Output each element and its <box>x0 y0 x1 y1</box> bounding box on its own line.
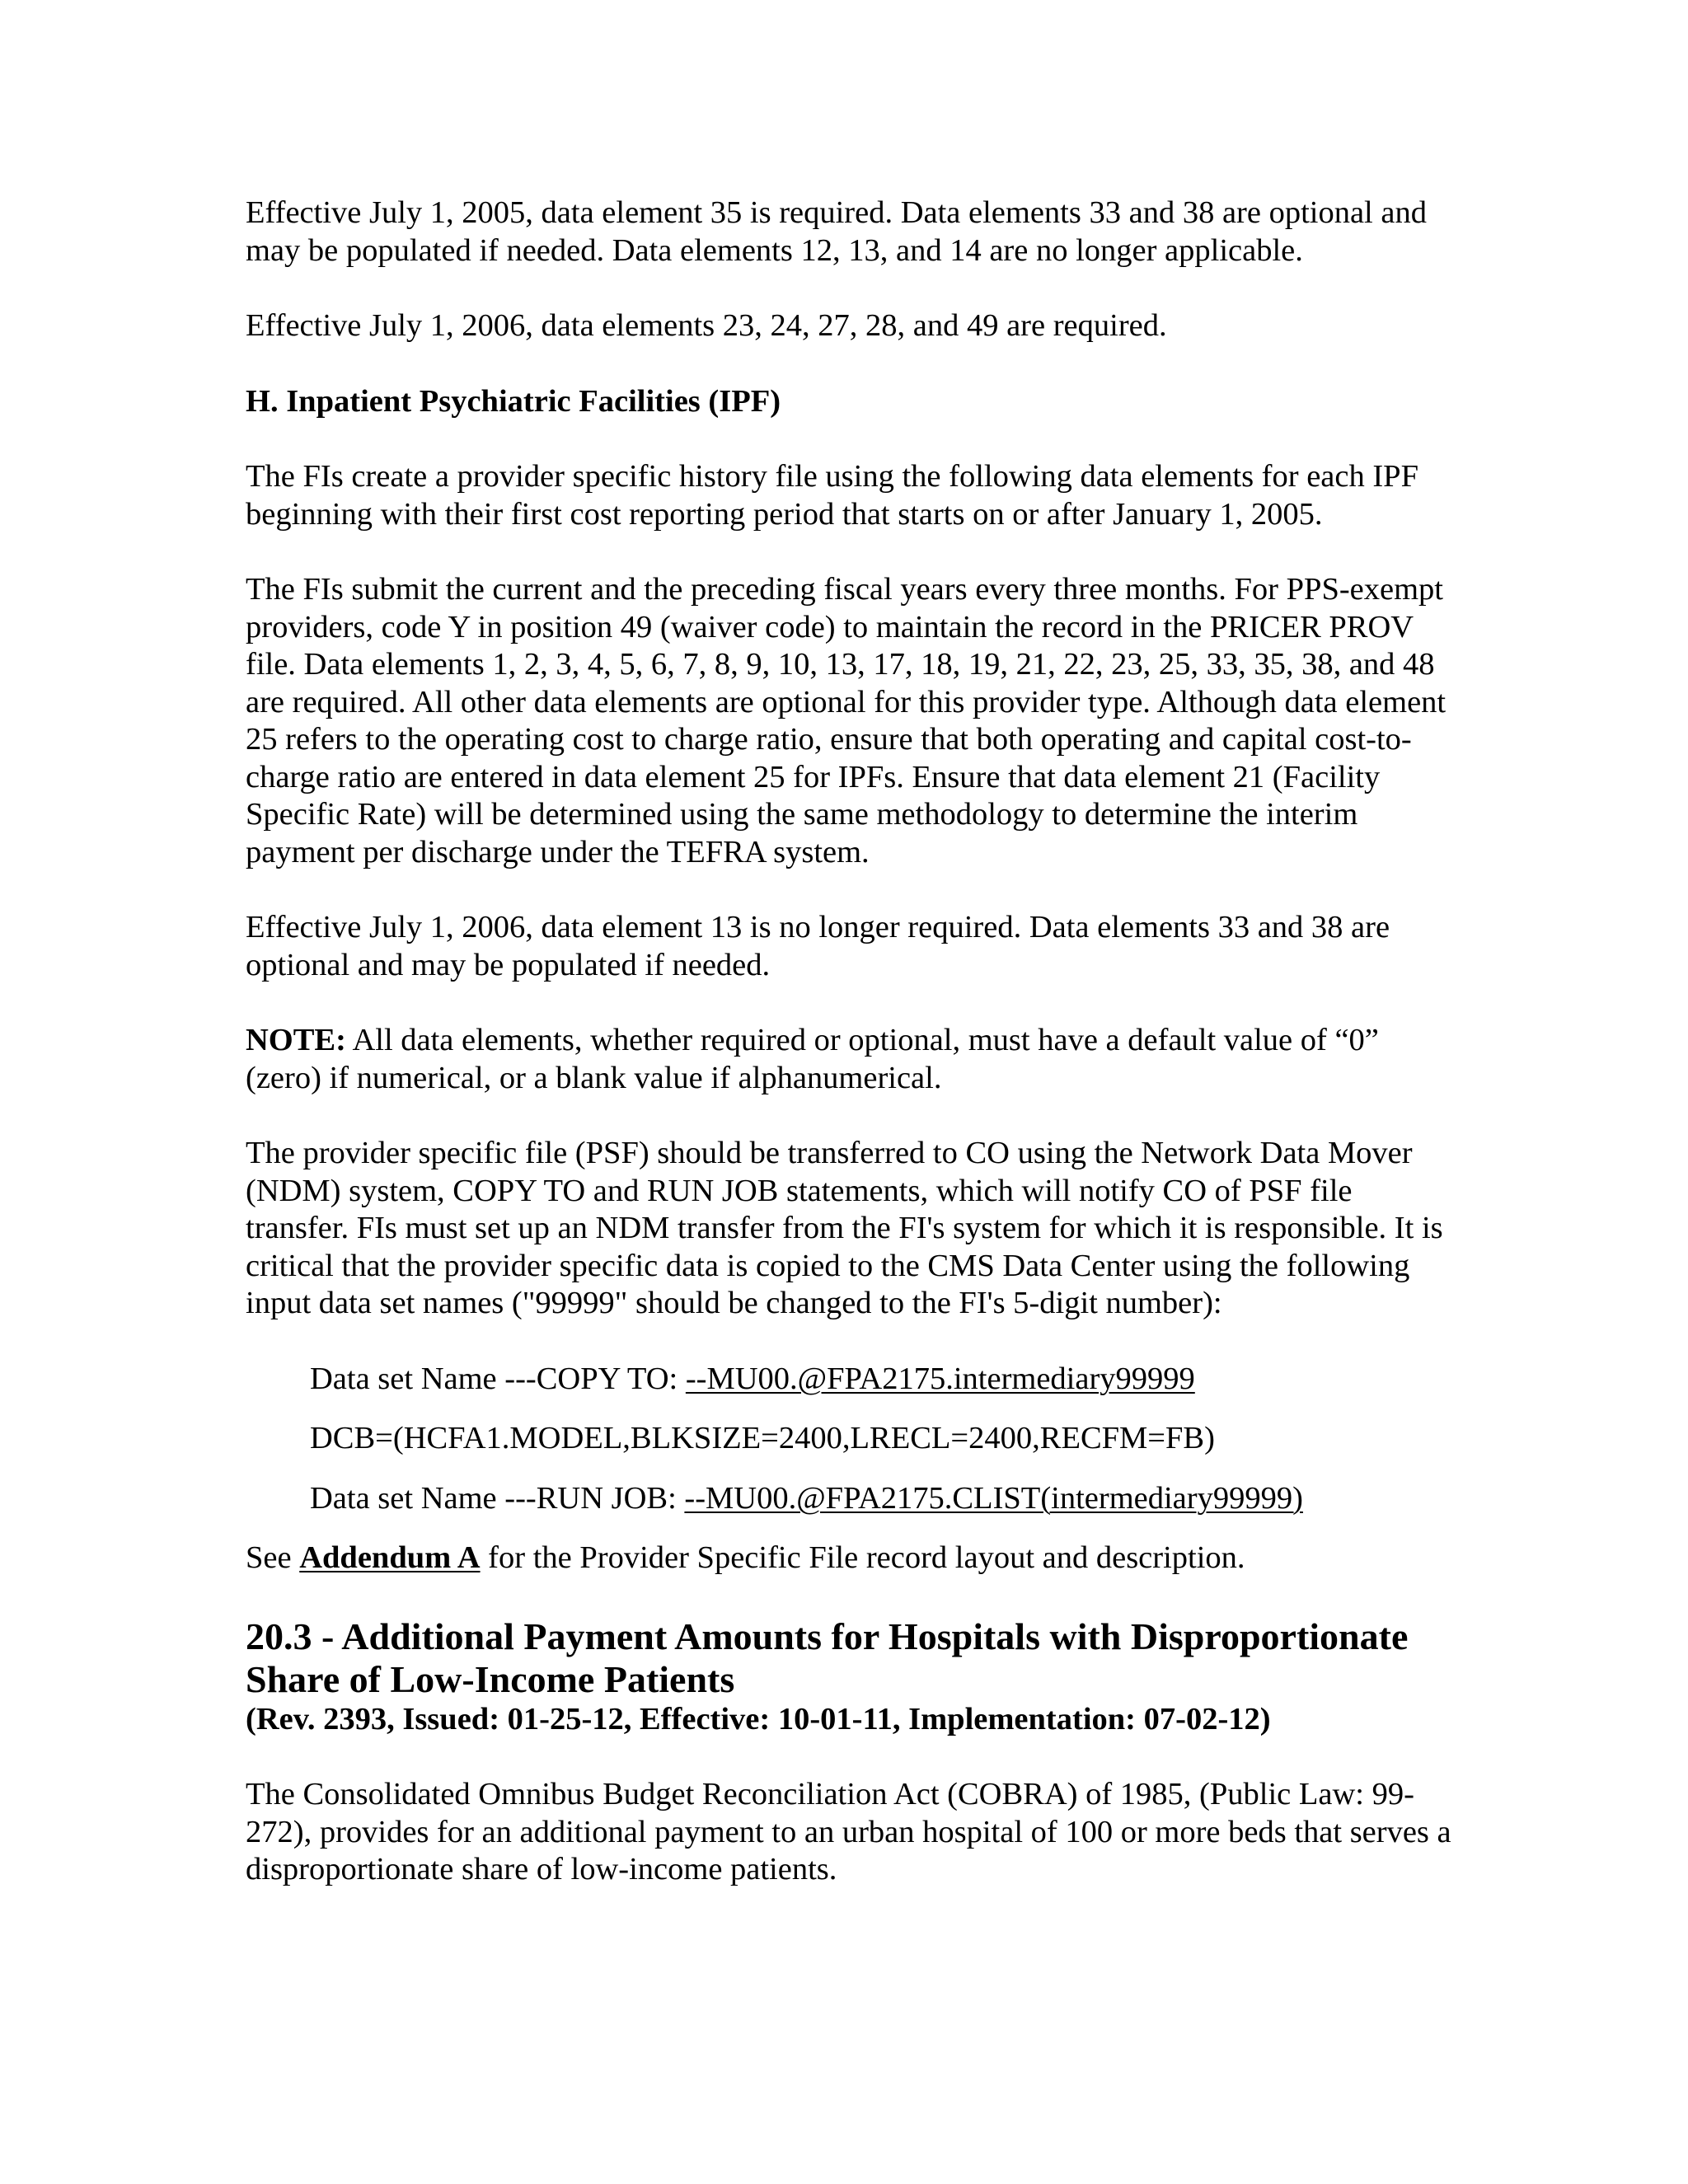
dataset-dcb-line: DCB=(HCFA1.MODEL,BLKSIZE=2400,LRECL=2400,RECFM=FB) <box>310 1421 1215 1455</box>
note-text: All data elements, whether required or optional, must have a default value of “0” (zero) if numerical, or a blank value if alphanumerical. <box>246 1023 1379 1095</box>
note-label: NOTE: <box>246 1023 346 1057</box>
section-title: 20.3 - Additional Payment Amounts for Hospitals with Disproportionate Share of Low-Income Patients <box>246 1615 1409 1700</box>
paragraph-effective-2005: Effective July 1, 2005, data element 35 is required. Data elements 33 and 38 are optional and may be populated if needed. Data elements 12, 13, and 14 are no longer applicable. <box>246 195 1427 268</box>
dataset-copy-label: Data set Name ---COPY TO: <box>310 1361 686 1396</box>
paragraph-psf-transfer: The provider specific file (PSF) should be transferred to CO using the Network Data Mover (NDM) system, COPY TO and RUN JOB statements, which will notify CO of PSF file transfer. FIs must set up an NDM transfer from the FI's system for which it is responsible. It is critical that the provider specific data is copied to the CMS Data Center using the following input data set names ("99999" should be changed to the FI's 5-digit number): <box>246 1136 1443 1320</box>
paragraph-effective-2006: Effective July 1, 2006, data elements 23, 24, 27, 28, and 49 are required. <box>246 308 1167 343</box>
dataset-copy-value: --MU00.@FPA2175.intermediary99999 <box>685 1361 1195 1396</box>
see-addendum-suffix: for the Provider Specific File record layout and description. <box>480 1540 1245 1575</box>
addendum-a-link[interactable]: Addendum A <box>299 1540 481 1575</box>
note-paragraph <box>246 1022 1457 1097</box>
paragraph-ipf-history-file: The FIs create a provider specific history file using the following data elements for each IPF beginning with their first cost reporting period that starts on or after January 1, 2005. <box>246 459 1418 532</box>
dataset-run-line <box>246 1480 1457 1518</box>
subsection-heading-ipf: H. Inpatient Psychiatric Facilities (IPF) <box>246 383 781 419</box>
see-addendum-line <box>246 1540 1457 1577</box>
dataset-copy-line <box>246 1361 1457 1399</box>
see-addendum-prefix: See <box>246 1540 300 1575</box>
page-content <box>246 194 1457 1889</box>
paragraph-ipf-submission: The FIs submit the current and the preceding fiscal years every three months. For PPS-exempt providers, code Y in position 49 (waiver code) to maintain the record in the PRICER PROV file. Data elements 1, 2, 3, 4, 5, 6, 7, 8, 9, 10, 13, 17, 18, 19, 21, 22, 23, 25, 33, 35, 38, and 48 are required. All other data elements are optional for this provider type. Although data element 25 refers to the operating cost to charge ratio, ensure that both operating and capital cost-to-charge ratio are entered in data element 25 for IPFs. Ensure that data element 21 (Facility Specific Rate) will be determined using the same methodology to determine the interim payment per discharge under the TEFRA system. <box>246 572 1447 869</box>
dataset-run-value: --MU00.@FPA2175.CLIST(intermediary99999) <box>684 1480 1303 1516</box>
dataset-run-label: Data set Name ---RUN JOB: <box>310 1480 685 1516</box>
section-revision: (Rev. 2393, Issued: 01-25-12, Effective: 10-01-11, Implementation: 07-02-12) <box>246 1701 1271 1736</box>
paragraph-effective-2006-ipf: Effective July 1, 2006, data element 13 is no longer required. Data elements 33 and 38 are optional and may be populated if needed. <box>246 910 1390 982</box>
section-body-paragraph: The Consolidated Omnibus Budget Reconciliation Act (COBRA) of 1985, (Public Law: 99-272), provides for an additional payment to an urban hospital of 100 or more beds that serves a disproportionate share of low-income patients. <box>246 1777 1451 1886</box>
